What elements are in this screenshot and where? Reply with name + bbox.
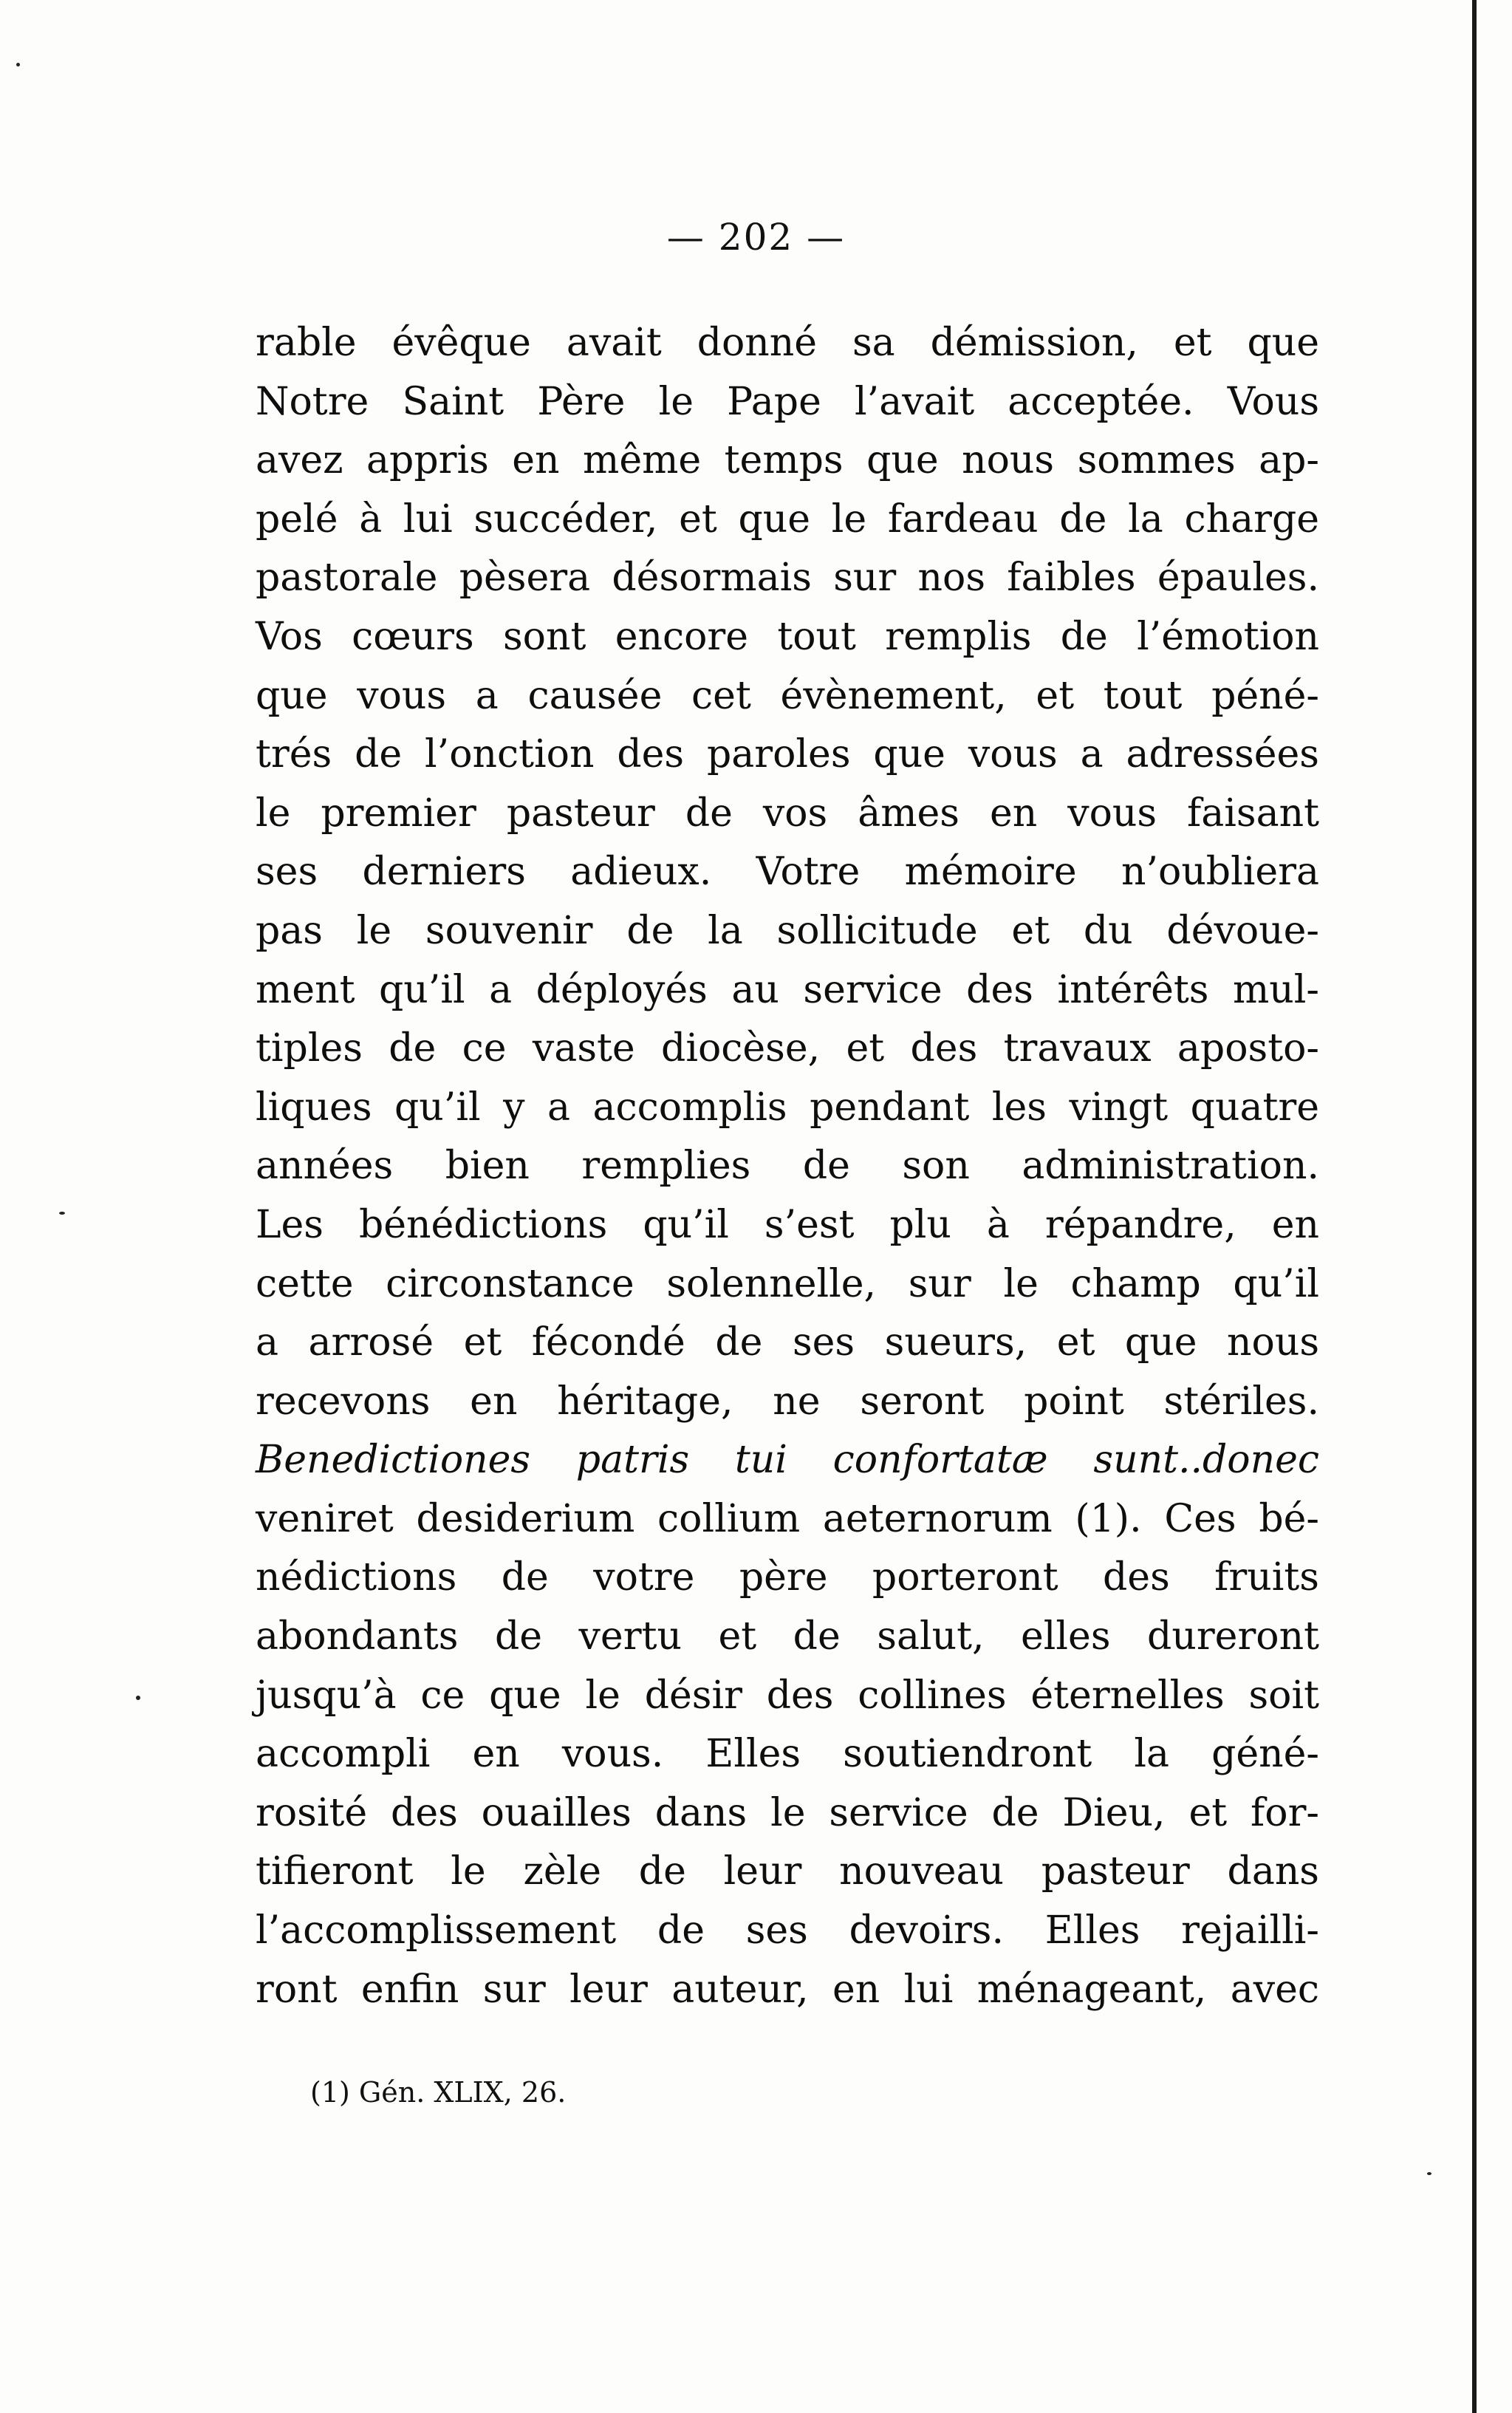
text-line-18: a arrosé et fécondé de ses sueurs, et que nous xyxy=(256,1320,1319,1365)
text-line-12: ment qu’il a déployés au service des intérêts mul- xyxy=(256,967,1319,1012)
scan-speck xyxy=(59,1212,65,1215)
text-line-26: rosité des ouailles dans le service de Dieu, et for- xyxy=(256,1790,1319,1835)
text-line-23: abondants de vertu et de salut, elles dureront xyxy=(256,1614,1319,1659)
text-line-8: trés de l’onction des paroles que vous a adressées xyxy=(256,732,1319,777)
text-line-29: ront enfin sur leur auteur, en lui ménageant, avec xyxy=(256,1967,1319,2012)
text-line-28: l’accomplissement de ses devoirs. Elles rejailli- xyxy=(256,1908,1319,1953)
scan-speck xyxy=(16,63,20,66)
text-line-5: pastorale pèsera désormais sur nos faibles épaules. xyxy=(256,556,1319,601)
body-text xyxy=(256,314,1319,2019)
text-line-1: rable évêque avait donné sa démission, et que xyxy=(256,321,1319,365)
text-line-4: pelé à lui succéder, et que le fardeau de la charge xyxy=(256,496,1319,542)
text-line-7: que vous a causée cet évènement, et tout péné- xyxy=(256,673,1319,718)
text-line-24: jusqu’à ce que le désir des collines éternelles soit xyxy=(256,1673,1319,1718)
text-line-25: accompli en vous. Elles soutiendront la géné- xyxy=(256,1732,1319,1777)
text-line-20-latin: Benedictiones patris tui confortatæ sunt..donec xyxy=(256,1438,1319,1483)
text-line-27: tifieront le zèle de leur nouveau pasteur dans xyxy=(256,1849,1319,1894)
text-line-9: le premier pasteur de vos âmes en vous faisant xyxy=(256,791,1319,836)
text-line-11: pas le souvenir de la sollicitude et du dévoue- xyxy=(256,908,1319,953)
text-line-17: cette circonstance solennelle, sur le champ qu’il xyxy=(256,1261,1319,1306)
footnote: (1) Gén. XLIX, 26. xyxy=(310,2076,567,2109)
scan-speck xyxy=(1427,2172,1431,2175)
text-line-3: avez appris en même temps que nous sommes ap- xyxy=(256,438,1319,483)
text-line-21: veniret desiderium collium aeternorum (1). Ces bé- xyxy=(256,1496,1319,1541)
page-number: — 202 — xyxy=(666,216,846,259)
text-line-19: recevons en héritage, ne seront point stériles. xyxy=(256,1379,1319,1424)
text-line-16: Les bénédictions qu’il s’est plu à répandre, en xyxy=(256,1202,1319,1247)
text-line-22: nédictions de votre père porteront des fruits xyxy=(256,1555,1319,1600)
text-line-15: années bien remplies de son administration. xyxy=(256,1144,1319,1189)
binding-edge xyxy=(1472,0,1477,2413)
text-line-10: ses derniers adieux. Votre mémoire n’oubliera xyxy=(256,850,1319,895)
text-line-13: tiples de ce vaste diocèse, et des travaux aposto- xyxy=(256,1026,1319,1071)
text-line-6: Vos cœurs sont encore tout remplis de l’émotion xyxy=(256,614,1319,659)
text-line-2: Notre Saint Père le Pape l’avait acceptée. Vous xyxy=(256,379,1319,424)
text-line-14: liques qu’il y a accomplis pendant les vingt quatre xyxy=(256,1085,1319,1130)
scan-speck xyxy=(136,1696,140,1700)
